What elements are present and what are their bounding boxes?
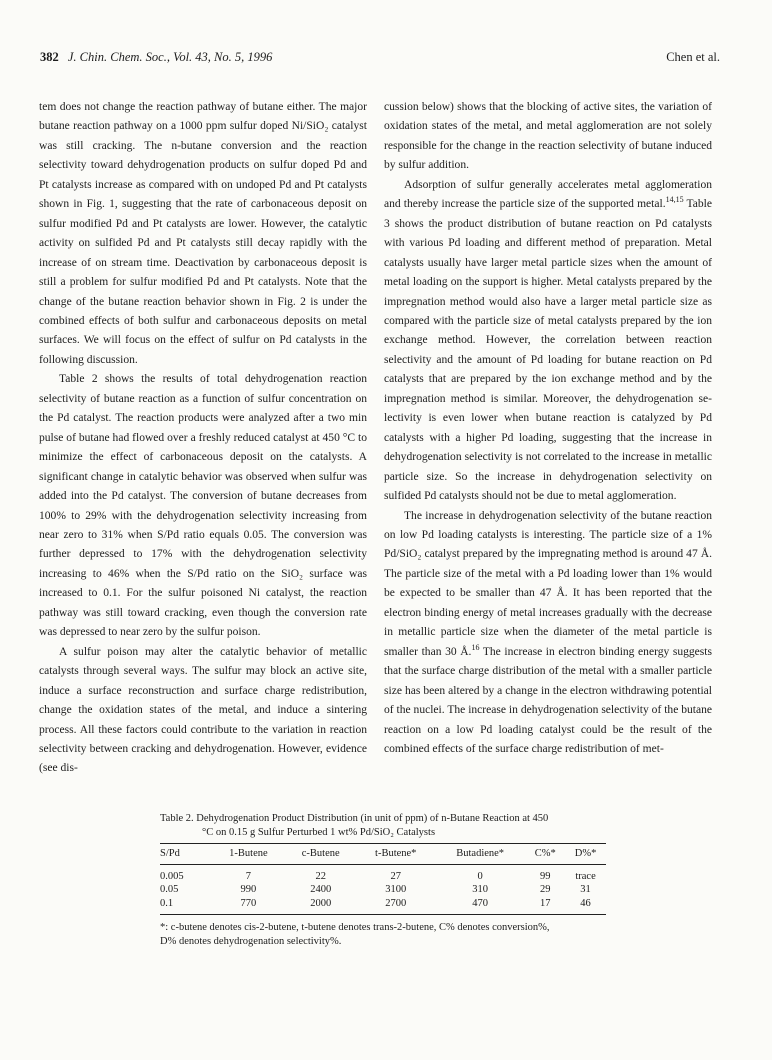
- paragraph: A sulfur poison may alter the catalytic behavior of metallic catalysts through several ways. The sulfur may block an active site, induce a surface reconstruction and surface charge redistribution, change the oxidation states of the metal, and induce a sintering process. All these factors could contribute to the variation in reaction selectivity between cracking and dehydrogenation. However, evidence (see dis-: [39, 645, 367, 775]
- caption-line: °C on 0.15 g Sulfur Perturbed 1 wt% Pd/SiO₂ Catalysts: [202, 826, 436, 838]
- column-header: 1-Butene: [229, 848, 268, 859]
- table-footnote: [160, 921, 606, 948]
- paragraph: cussion below) shows that the blocking of active sites, the variation of oxidation states of the metal, and metal agglomeration are not solely responsible for the change in the reaction selectivity of butane induced by sulfur addition.: [384, 101, 712, 172]
- paragraph-text: The increase in electron binding energy suggests that the surface charge distribution of the metal with a smaller particle size has been altered by a change in the electron withdrawing potential of the nuclei. The increase in dehydrogenation selectivity of the butane reaction on a low Pd loading catalyst could be the result of the combined effects of the surface charge redistribution of met-: [384, 645, 712, 755]
- table-cell: 0.1: [160, 897, 174, 909]
- header-left: [40, 50, 278, 65]
- table-cell: 27: [390, 870, 401, 882]
- table-cell: 7: [245, 870, 252, 882]
- table-caption: [160, 812, 606, 839]
- column-header: D%*: [574, 848, 597, 859]
- table-cell: 770: [240, 897, 257, 909]
- column-header: t-Butene*: [375, 848, 417, 859]
- table-cell: 990: [240, 884, 257, 895]
- table-row: [160, 883, 606, 897]
- header-authors: Chen et al.: [666, 50, 720, 64]
- footnote-line: *: c-butene denotes cis-2-butene, t-butene denotes trans-2-butene, C% denotes conversion%,: [160, 922, 550, 933]
- table-cell: 0: [477, 870, 483, 882]
- paragraph-text: Adsorption of sulfur generally accelerates metal agglomeration and thereby increase the particle size of the supported metal.: [384, 178, 712, 211]
- citation-ref: 14,15: [665, 195, 684, 205]
- table-cell: 17: [540, 897, 551, 909]
- citation-ref: 16: [471, 642, 480, 652]
- table-cell: 0.005: [160, 870, 184, 882]
- table-header-row: [160, 844, 606, 865]
- table-cell: 99: [540, 870, 551, 882]
- caption-line: Table 2. Dehydrogenation Product Distribution (in unit of ppm) of n-Butane Reaction at 450: [160, 813, 549, 824]
- right-column: [384, 98, 712, 759]
- table-cell: 0.05: [160, 884, 179, 895]
- journal-citation: J. Chin. Chem. Soc., Vol. 43, No. 5, 1996: [67, 50, 273, 64]
- column-header: S/Pd: [160, 848, 180, 859]
- table-cell: 2700: [385, 897, 407, 909]
- table-row: [160, 864, 606, 883]
- table-2: [160, 812, 606, 948]
- column-header: C%*: [534, 848, 556, 859]
- paragraph: [384, 176, 712, 507]
- table-cell: 3100: [385, 884, 407, 895]
- left-column: [39, 98, 367, 779]
- table-cell: 2400: [310, 884, 332, 895]
- table-cell: 31: [580, 884, 591, 895]
- paragraph-text: Table 3 shows the product distribution of butane reaction on Pd catalysts with various Pd loading and different method of preparation. Metal catalysts usually have larger metal particle sizes when the amount of metal loading on the support is higher. Metal catalysts prepared by the impregnation method would also have a larger metal particle size as compared with the particle size of metal catalysts prepared by the ion exchange method. However, the correlation between reaction selectivity and the amount of Pd loading for butane reaction on Pd catalysts that are prepared by the ion exchange method and by the impregnation method is similar. Moreover, the dehydrogenation selectivity is even lower when butane reaction is catalyzed by Pd catalysts with a higher Pd loading, suggesting that the increase in dehydrogenation selectivity is not correlated to the increase in metallic particle size. So the increase in dehydrogenation selectivity on sulfided Pd catalysts should not be due to metal agglomeration.: [384, 198, 712, 503]
- column-header: Butadiene*: [456, 848, 505, 859]
- footnote-line: D% denotes dehydrogenation selectivity%.: [160, 935, 342, 947]
- data-table: [160, 843, 606, 915]
- table-cell: 22: [315, 870, 326, 882]
- running-header: [40, 50, 720, 65]
- table-cell: trace: [575, 870, 596, 882]
- table-cell: 470: [472, 897, 489, 909]
- paragraph: [384, 507, 712, 760]
- paragraph: tem does not change the reaction pathway of butane either. The major butane reaction pathway on a 1000 ppm sulfur doped Ni/SiO₂ catalyst was still cracking. The n-butane conversion and the reaction selectivity toward dehydrogenation products on sulfur doped Pd and Pt catalysts increase as compared with on undoped Pd and Pt catalysts shown in Fig. 1, suggesting that the rate of carbonaceous deposit on sulfur modified Pd and Pt catalysts are lower. However, the catalytic activity on sulfided Pd and Pt catalysts still decay rapidly with the increase of on stream time. Deactivation by carbonaceous deposit is still a problem for sulfur modified Pd and Pt catalysts. Note that the change of the butane reaction behavior shown in Fig. 2 is under the combined effects of both sulfur and carbonaceous deposits on metal surfaces. We will focus on the effect of sulfur on Pd catalysts in the following discussion.: [39, 101, 367, 366]
- table-row: [160, 897, 606, 915]
- table-cell: 2000: [310, 897, 332, 909]
- table-cell: 46: [580, 897, 591, 909]
- column-header: c-Butene: [301, 848, 340, 859]
- paragraph: Table 2 shows the results of total dehydrogenation reaction selectivity of butane reaction as a function of sulfur concentration on the Pd catalyst. The reaction products were analyzed after a two min pulse of butane had flowed over a freshly reduced catalyst at 450 °C to minimize the effect of carbonaceous deposit on the catalysts. A significant change in catalytic behavior was observed when sulfur was added into the Pd catalyst. The conversion of butane decreases from 100% to 29% with the dehydrogenation selectivity increasing from near zero to 31% when S/Pd ratio equals 0.05. The conversion was further depressed to 17% with the dehydrogenation selectivity increasing to 46% when the S/Pd ratio on the SiO₂ surface was increased to 0.1. For the sulfur poisoned Ni catalyst, the reaction pathway was still toward cracking, even though the conversion rate was depressed to near zero by the sulfur poison.: [39, 373, 367, 639]
- page-number: 382: [40, 50, 59, 64]
- table-cell: 29: [540, 884, 551, 895]
- table-cell: 310: [472, 884, 489, 895]
- paragraph-text: The increase in dehydrogenation selectivity of the butane reaction on low Pd loading catalysts is interesting. The particle size of a 1% Pd/SiO₂ catalyst prepared by the impregnating method is around 47 Å. The particle size of the metal with a Pd loading lower than 1% would be expected to be smaller than 47 Å. It has been reported that the electron binding energy of metal increases gradually with the decrease in metallic particle size when the diameter of the metal particle is smaller than 30 Å.: [384, 509, 712, 658]
